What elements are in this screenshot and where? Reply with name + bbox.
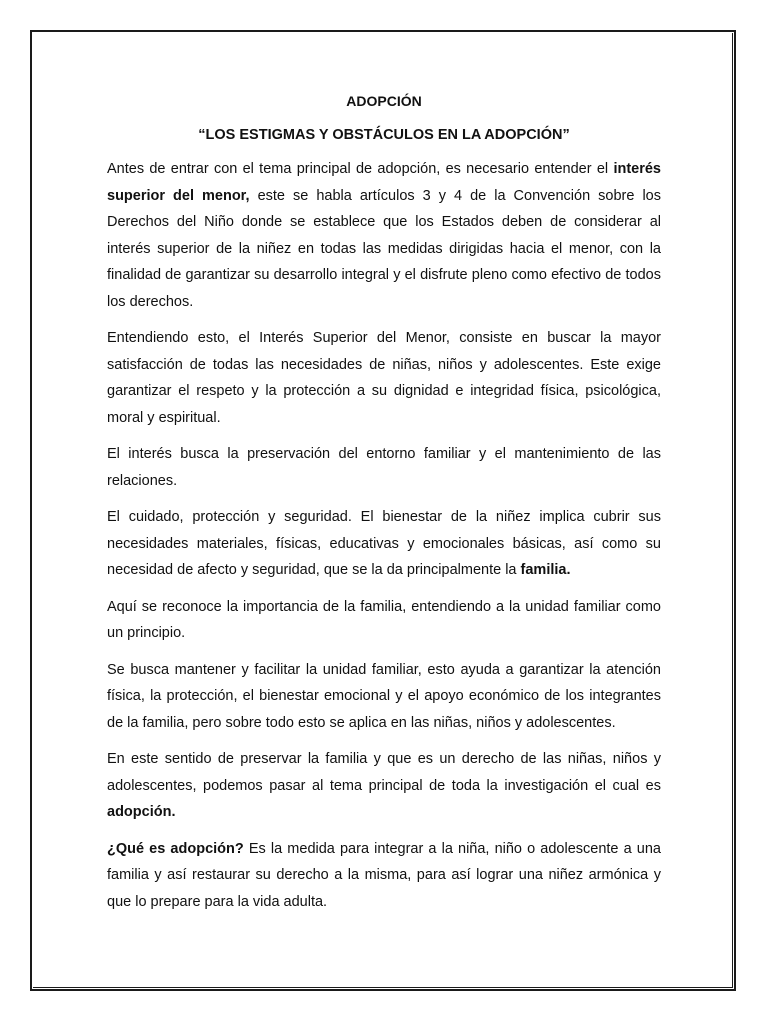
bold-term-familia: familia.: [520, 562, 571, 578]
paragraph-entendiendo: Entendiendo esto, el Interés Superior del Menor, consiste en buscar la mayor satisfacción de todas las necesidades de niñas, niños y adolescentes. Este exige garantizar el respeto y la protección a su dignidad e integridad física, psicológica, moral y espiritual.: [107, 330, 661, 426]
bold-term-adopcion: adopción.: [107, 804, 176, 820]
paragraph-cuidado: [107, 504, 661, 584]
document-body: [107, 88, 661, 925]
paragraph-que-es-adopcion: [107, 836, 661, 916]
paragraph-interes-superior: [107, 156, 661, 315]
document-title: ADOPCIÓN: [346, 93, 422, 109]
bold-question-adopcion: ¿Qué es adopción?: [107, 840, 244, 857]
paragraph-preservacion: El interés busca la preservación del entorno familiar y el mantenimiento de las relaciones.: [107, 446, 661, 489]
paragraph-text: El cuidado, protección y seguridad. El bienestar de la niñez implica cubrir sus necesidades materiales, físicas, educativas y emocionales básicas, así como su necesidad de afecto y seguridad, que se la da principalmente la: [107, 509, 661, 578]
paragraph-text: Antes de entrar con el tema principal de adopción, es necesario entender el: [107, 161, 614, 177]
paragraph-preservar-familia: [107, 746, 661, 826]
bold-term-interes-superior: interés superior del menor,: [107, 161, 661, 204]
paragraph-text: este se habla artículos 3 y 4 de la Convención sobre los Derechos del Niño donde se establece que los Estados deben de considerar al interés superior de la niñez en todas las medidas dirigidas hacia el menor, con la finalidad de garantizar su desarrollo integral y el disfrute pleno como efectivo de todos los derechos.: [107, 187, 661, 310]
paragraph-text: Es la medida para integrar a la niña, niño o adolescente a una familia y así restaurar su derecho a la misma, para así lograr una niñez armónica y que lo prepare para la vida adulta.: [107, 840, 661, 910]
paragraph-text: En este sentido de preservar la familia y que es un derecho de las niñas, niños y adolescentes, podemos pasar al tema principal de toda la investigación el cual es: [107, 751, 661, 794]
paragraph-unidad-familiar: Se busca mantener y facilitar la unidad familiar, esto ayuda a garantizar la atención física, la protección, el bienestar emocional y el apoyo económico de los integrantes de la familia, pero sobre todo esto se aplica en las niñas, niños y adolescentes.: [107, 661, 661, 731]
paragraph-importancia-familia: Aquí se reconoce la importancia de la familia, entendiendo a la unidad familiar como un principio.: [107, 598, 661, 641]
document-subtitle: “LOS ESTIGMAS Y OBSTÁCULOS EN LA ADOPCIÓN”: [198, 127, 570, 143]
